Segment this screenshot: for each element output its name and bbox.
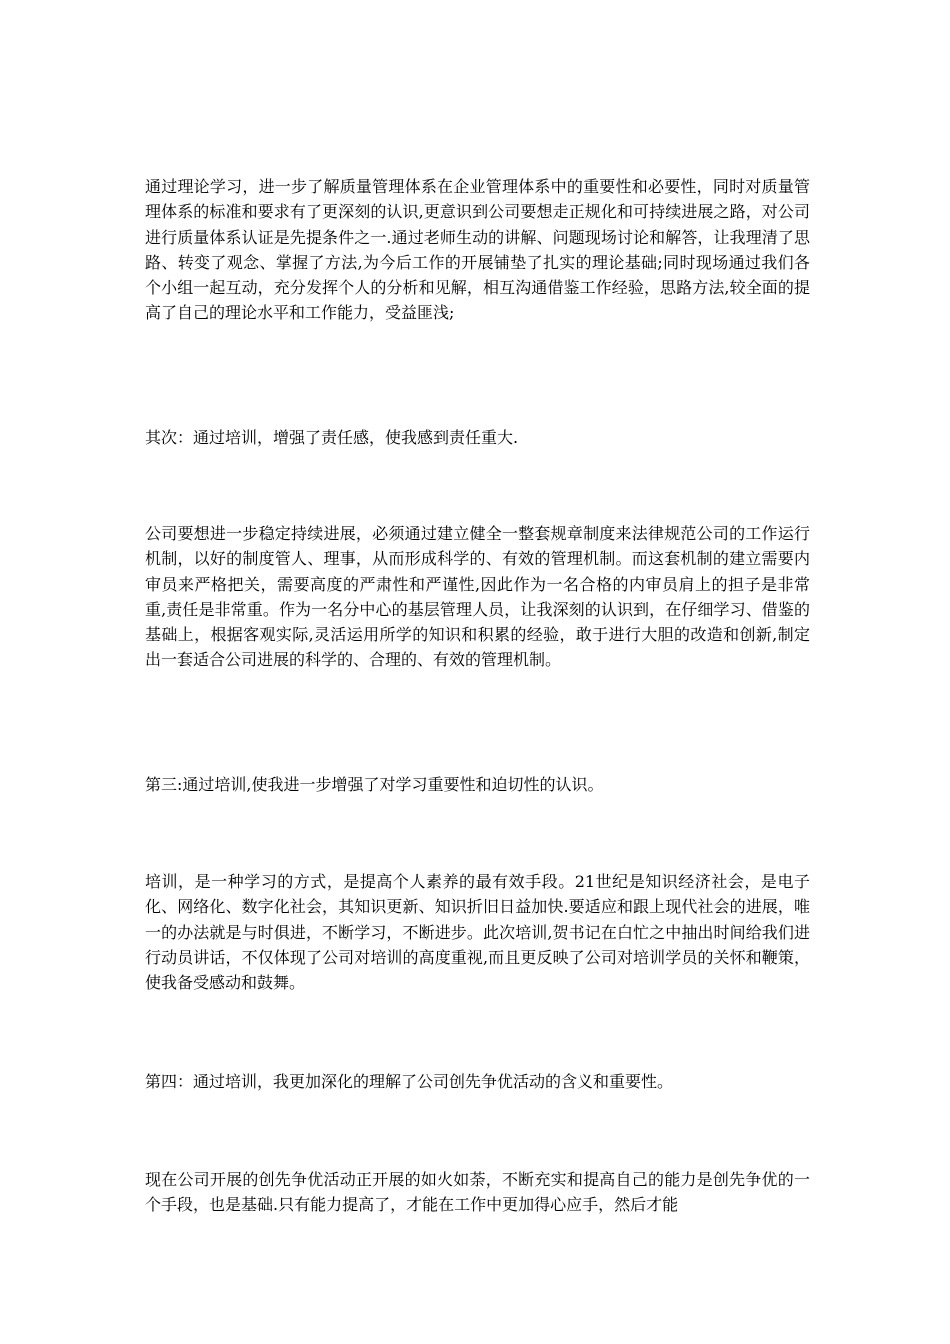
section-heading-responsibility: 其次：通过培训，增强了责任感，使我感到责任重大.	[145, 428, 519, 447]
body-paragraph-excellence-activity: 现在公司开展的创先争优活动正开展的如火如荼，不断充实和提高自己的能力是创先争优的一个手段，也是基础.只有能力提高了，才能在工作中更加得心应手，然后才能	[145, 1170, 810, 1215]
section-heading-learning-importance: 第三:通过培训,使我进一步增强了对学习重要性和迫切性的认识。	[145, 775, 604, 794]
body-paragraph-training-learning: 培训，是一种学习的方式，是提高个人素养的最有效手段。21世纪是知识经济社会，是电子化、网络化、数字化社会，其知识更新、知识折旧日益加快.要适应和跟上现代社会的进展，唯一的办法就是与时俱进，不断学习，不断进步。此次培训,贺书记在白忙之中抽出时间给我们进行动员讲话，不仅体现了公司对培训的高度重视,而且更反映了公司对培训学员的关怀和鞭策，使我备受感动和鼓舞。	[145, 872, 810, 993]
body-paragraph-management-mechanism: 公司要想进一步稳定持续进展，必须通过建立健全一整套规章制度来法律规范公司的工作运行机制，以好的制度管人、理事，从而形成科学的、有效的管理机制。而这套机制的建立需要内审员来严格把关，需要高度的严肃性和严谨性,因此作为一名合格的内审员肩上的担子是非常重,责任是非常重。作为一名分中心的基层管理人员，让我深刻的认识到，在仔细学习、借鉴的基础上，根据客观实际,灵活运用所学的知识和积累的经验，敢于进行大胆的改造和创新,制定出一套适合公司进展的科学的、合理的、有效的管理机制。	[145, 524, 810, 670]
body-paragraph-theory-study: 通过理论学习，进一步了解质量管理体系在企业管理体系中的重要性和必要性，同时对质量管理体系的标准和要求有了更深刻的认识,更意识到公司要想走正规化和可持续进展之路，对公司进行质量体系认证是先提条件之一.通过老师生动的讲解、问题现场讨论和解答，让我理清了思路、转变了观念、掌握了方法,为今后工作的开展铺垫了扎实的理论基础;同时现场通过我们各个小组一起互动，充分发挥个人的分析和见解，相互沟通借鉴工作经验，思路方法,较全面的提高了自己的理论水平和工作能力，受益匪浅;	[145, 177, 810, 323]
section-heading-excellence-activity: 第四：通过培训，我更加深化的理解了公司创先争优活动的含义和重要性。	[145, 1072, 674, 1091]
